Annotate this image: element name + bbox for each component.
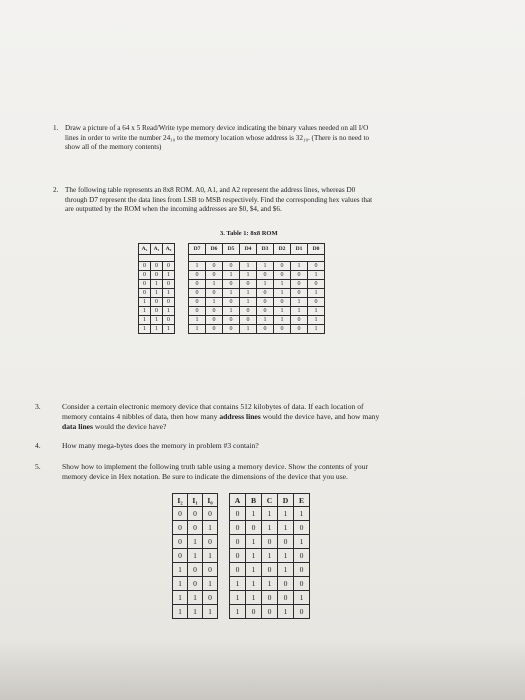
truth-table-column-gap [218,494,230,507]
rom-data-cell: 1 [274,316,291,325]
question-2-line-2: through D7 represent the data lines from LSB to MSB respectively. Find the corresponding hex values that [65,195,373,204]
rom-address-cell: 0 [163,262,175,271]
rom-data-cell: 0 [291,271,308,280]
rom-row [139,262,325,271]
page-bottom-shadow [0,640,525,700]
truth-table-input-cell: 1 [203,605,218,619]
rom-address-cell: 1 [151,289,163,298]
truth-table-output-cell: 1 [230,577,246,591]
rom-data-cell: 0 [206,307,223,316]
truth-table-input-cell: 0 [188,563,203,577]
rom-address-cell: 0 [163,316,175,325]
truth-table-input-cell: 0 [203,507,218,521]
question-5-line-1: Show how to implement the following truth table using a memory device. Show the contents of your [62,462,369,471]
rom-data-cell: 1 [257,316,274,325]
truth-table-input-cell: 0 [203,535,218,549]
rom-address-cell: 1 [163,307,175,316]
truth-table-column-gap [218,549,230,563]
truth-table-column-gap [218,591,230,605]
rom-data-cell: 1 [257,262,274,271]
rom-data-cell: 0 [206,271,223,280]
question-1-line-2: lines in order to write the number 24₁₀ to the memory location whose address is 32₁₀. (There is no need to [65,133,370,142]
rom-data-cell: 1 [223,271,240,280]
truth-table-output-cell: 0 [278,577,294,591]
truth-table-output-cell: 1 [278,507,294,521]
rom-data-cell: 0 [274,271,291,280]
question-3-number: 3. [35,402,41,411]
rom-data-cell: 0 [274,298,291,307]
truth-table-header-output: B [246,494,262,507]
question-4-number: 4. [35,441,41,450]
question-3-line-3 [62,422,379,432]
truth-table-output-cell: 0 [230,535,246,549]
truth-table-output-cell: 0 [246,521,262,535]
rom-spacer-cell [163,255,175,262]
truth-table-input-cell: 1 [188,549,203,563]
rom-data-cell: 1 [308,307,325,316]
truth-table-output-cell: 0 [262,591,278,605]
question-1-number: 1. [53,124,59,132]
truth-table-output-cell: 0 [294,521,310,535]
rom-data-cell: 1 [189,316,206,325]
rom-address-cell: 1 [163,289,175,298]
truth-table-input-cell: 1 [203,521,218,535]
question-4-line-1: How many mega-bytes does the memory in problem #3 contain? [62,441,259,450]
truth-table-input-cell: 1 [203,549,218,563]
truth-table-header-input: I₀ [203,494,218,507]
truth-table-output-cell: 1 [246,535,262,549]
rom-data-cell: 0 [291,289,308,298]
rom-data-cell: 0 [223,262,240,271]
rom-data-cell: 0 [308,298,325,307]
truth-table-input-cell: 0 [188,577,203,591]
truth-table-row [173,591,310,605]
rom-header-data: D7 [189,244,206,255]
rom-data-cell: 1 [257,280,274,289]
rom-data-cell: 1 [223,289,240,298]
rom-table-caption: 3. Table 1: 8x8 ROM [220,230,278,237]
rom-data-cell: 0 [189,307,206,316]
truth-table-header-input: I₂ [173,494,188,507]
truth-table-output-cell: 0 [262,605,278,619]
rom-header-data: D0 [308,244,325,255]
rom-header-address: A₁ [151,244,163,255]
rom-header-data: D1 [291,244,308,255]
rom-data-cell: 1 [240,298,257,307]
rom-spacer-cell [308,255,325,262]
truth-table-output-cell: 0 [230,521,246,535]
truth-table-output-cell: 0 [294,605,310,619]
truth-table-output-cell: 0 [262,535,278,549]
rom-address-cell: 0 [139,271,151,280]
rom-address-cell: 1 [163,271,175,280]
truth-table-output-cell: 1 [230,605,246,619]
rom-data-cell: 1 [291,298,308,307]
rom-row [139,298,325,307]
rom-data-cell: 1 [206,298,223,307]
rom-data-cell: 0 [189,280,206,289]
rom-column-gap [175,325,189,334]
rom-spacer-cell [274,255,291,262]
rom-data-cell: 1 [189,325,206,334]
question-1-line-3: show all of the memory contents) [65,143,162,152]
rom-data-cell: 0 [291,325,308,334]
rom-address-cell: 0 [151,271,163,280]
rom-data-cell: 0 [274,262,291,271]
truth-table-row [173,507,310,521]
rom-data-cell: 1 [308,325,325,334]
rom-address-cell: 1 [139,316,151,325]
truth-table-header-output: A [230,494,246,507]
truth-table-input-cell: 1 [188,605,203,619]
rom-header-data: D3 [257,244,274,255]
question-5-number: 5. [35,462,41,471]
truth-table-output-cell: 0 [246,605,262,619]
rom-header-data: D2 [274,244,291,255]
rom-address-cell: 1 [151,280,163,289]
rom-data-cell: 0 [206,262,223,271]
truth-table-input-cell: 1 [173,577,188,591]
rom-column-gap [175,244,189,255]
truth-table-input-cell: 1 [173,591,188,605]
truth-table-input-cell: 0 [173,507,188,521]
rom-header-data: D5 [223,244,240,255]
rom-data-cell: 1 [240,289,257,298]
truth-table-input-cell: 0 [203,591,218,605]
rom-data-cell: 1 [240,262,257,271]
rom-address-cell: 1 [151,325,163,334]
rom-data-cell: 0 [206,316,223,325]
rom-row [139,271,325,280]
rom-header-data: D4 [240,244,257,255]
rom-data-cell: 0 [257,307,274,316]
truth-table-output-cell: 0 [294,577,310,591]
truth-table-output-cell: 0 [230,549,246,563]
truth-table-input-cell: 0 [203,563,218,577]
rom-spacer-cell [223,255,240,262]
question-2-line-1: The following table represents an 8x8 ROM. A0, A1, and A2 represent the address lines, whereas D0 [65,186,356,194]
truth-table-output-cell: 1 [294,535,310,549]
truth-table-output-cell: 0 [262,563,278,577]
truth-table-row [173,521,310,535]
rom-column-gap [175,271,189,280]
truth-table-column-gap [218,577,230,591]
rom-column-gap [175,262,189,271]
truth-table-output-cell: 1 [278,549,294,563]
rom-column-gap [175,289,189,298]
rom-data-cell: 1 [274,280,291,289]
truth-table-output-cell: 0 [278,535,294,549]
rom-data-cell: 0 [189,298,206,307]
rom-data-cell: 1 [274,307,291,316]
rom-address-cell: 0 [139,289,151,298]
rom-header-address: A₂ [139,244,151,255]
question-3-text: would the device have? [93,421,167,431]
truth-table-output-cell: 1 [230,591,246,605]
rom-data-cell: 0 [223,325,240,334]
truth-table-input-cell: 0 [188,521,203,535]
rom-spacer-cell [151,255,163,262]
rom-data-cell: 0 [223,298,240,307]
rom-spacer-cell [291,255,308,262]
truth-table-output-cell: 1 [246,507,262,521]
truth-table-output-cell: 1 [262,507,278,521]
rom-header-data: D6 [206,244,223,255]
truth-table-column-gap [218,507,230,521]
rom-data-cell: 1 [308,316,325,325]
truth-table-output-cell: 1 [262,549,278,563]
truth-table-output-cell: 0 [294,563,310,577]
truth-table-input-cell: 1 [188,535,203,549]
truth-table-header-row [173,494,310,507]
truth-table-header-output: E [294,494,310,507]
rom-data-cell: 0 [240,307,257,316]
question-1-line-1: Draw a picture of a 64 x 5 Read/Write type memory device indicating the binary values needed on all I/O [65,124,369,132]
truth-table-output-cell: 1 [262,521,278,535]
truth-table-column-gap [218,605,230,619]
rom-address-cell: 0 [151,298,163,307]
question-2-line-3: are outputted by the ROM when the incoming addresses are $0, $4, and $6. [65,205,282,214]
question-3-text: would the device have, and how many [260,411,380,421]
truth-table-input-cell: 0 [188,507,203,521]
rom-data-cell: 0 [257,271,274,280]
rom-data-cell: 0 [257,298,274,307]
truth-table-input-cell: 0 [173,535,188,549]
truth-table-header-input: I₁ [188,494,203,507]
truth-table-output-cell: 1 [278,563,294,577]
question-3-bold-data-lines: data lines [62,421,94,431]
rom-data-cell: 0 [308,262,325,271]
rom-data-cell: 1 [291,262,308,271]
rom-data-cell: 0 [189,289,206,298]
truth-table-output-cell: 0 [230,507,246,521]
question-3-line-2 [62,412,379,422]
rom-header-address: A₀ [163,244,175,255]
rom-column-gap [175,307,189,316]
rom-data-cell: 0 [257,325,274,334]
rom-data-cell: 0 [206,289,223,298]
rom-spacer-cell [240,255,257,262]
rom-row [139,280,325,289]
truth-table-output-cell: 0 [278,591,294,605]
rom-spacer-cell [139,255,151,262]
rom-address-cell: 1 [151,316,163,325]
rom-address-cell: 0 [163,298,175,307]
rom-address-cell: 0 [151,262,163,271]
rom-data-cell: 0 [274,325,291,334]
truth-table-output-cell: 1 [294,591,310,605]
rom-spacer-cell [175,255,189,262]
truth-table-row [173,605,310,619]
truth-table-input-cell: 1 [188,591,203,605]
truth-table-row [173,549,310,563]
rom-data-cell: 1 [206,280,223,289]
truth-table-output-cell: 1 [278,605,294,619]
question-3-line-1: Consider a certain electronic memory device that contains 512 kilobytes of data. If each location of [62,402,364,411]
rom-data-cell: 1 [240,325,257,334]
truth-table-output-cell: 1 [246,549,262,563]
rom-header-row [139,244,325,255]
rom-data-cell: 1 [308,289,325,298]
rom-data-cell: 0 [223,280,240,289]
truth-table [172,493,310,619]
rom-address-cell: 0 [139,280,151,289]
rom-data-cell: 1 [274,289,291,298]
rom-row [139,316,325,325]
truth-table-input-cell: 1 [173,563,188,577]
rom-column-gap [175,280,189,289]
rom-data-cell: 0 [291,280,308,289]
rom-data-cell: 0 [291,316,308,325]
truth-table-output-cell: 1 [246,577,262,591]
rom-data-cell: 1 [291,307,308,316]
truth-table-row [173,535,310,549]
rom-data-cell: 0 [257,289,274,298]
rom-spacer-cell [206,255,223,262]
rom-data-cell: 0 [240,316,257,325]
rom-column-gap [175,316,189,325]
truth-table-output-cell: 1 [294,507,310,521]
rom-data-cell: 1 [223,307,240,316]
truth-table-column-gap [218,535,230,549]
question-2-number: 2. [53,186,59,194]
truth-table-header-output: C [262,494,278,507]
rom-data-cell: 0 [308,280,325,289]
truth-table-input-cell: 0 [173,549,188,563]
truth-table-row [173,563,310,577]
truth-table-row [173,577,310,591]
rom-data-cell: 1 [240,271,257,280]
rom-column-gap [175,298,189,307]
rom-address-cell: 1 [163,325,175,334]
truth-table-output-cell: 1 [246,563,262,577]
rom-address-cell: 0 [139,262,151,271]
rom-spacer-cell [257,255,274,262]
rom-data-cell: 0 [206,325,223,334]
truth-table-column-gap [218,521,230,535]
rom-spacer-cell [189,255,206,262]
rom-data-cell: 0 [189,271,206,280]
truth-table-output-cell: 0 [294,549,310,563]
truth-table-output-cell: 1 [278,521,294,535]
rom-data-cell: 0 [223,316,240,325]
truth-table-input-cell: 1 [203,577,218,591]
rom-address-cell: 1 [139,325,151,334]
rom-spacer-row [139,255,325,262]
rom-row [139,325,325,334]
truth-table-input-cell: 0 [173,521,188,535]
rom-address-cell: 0 [151,307,163,316]
rom-address-cell: 1 [139,298,151,307]
question-3-text: memory contains 4 nibbles of data, then how many [62,411,220,421]
truth-table-column-gap [218,563,230,577]
question-5-line-2: memory device in Hex notation. Be sure to indicate the dimensions of the device that you use. [62,471,348,481]
rom-address-cell: 0 [163,280,175,289]
rom-data-cell: 1 [308,271,325,280]
truth-table-input-cell: 1 [173,605,188,619]
truth-table-output-cell: 1 [262,577,278,591]
truth-table-output-cell: 1 [246,591,262,605]
truth-table-header-output: D [278,494,294,507]
rom-address-cell: 1 [139,307,151,316]
question-3-bold-address-lines: address lines [219,411,261,421]
rom-data-cell: 1 [189,262,206,271]
rom-table [138,243,325,334]
rom-row [139,307,325,316]
rom-data-cell: 0 [240,280,257,289]
truth-table-output-cell: 0 [230,563,246,577]
rom-row [139,289,325,298]
